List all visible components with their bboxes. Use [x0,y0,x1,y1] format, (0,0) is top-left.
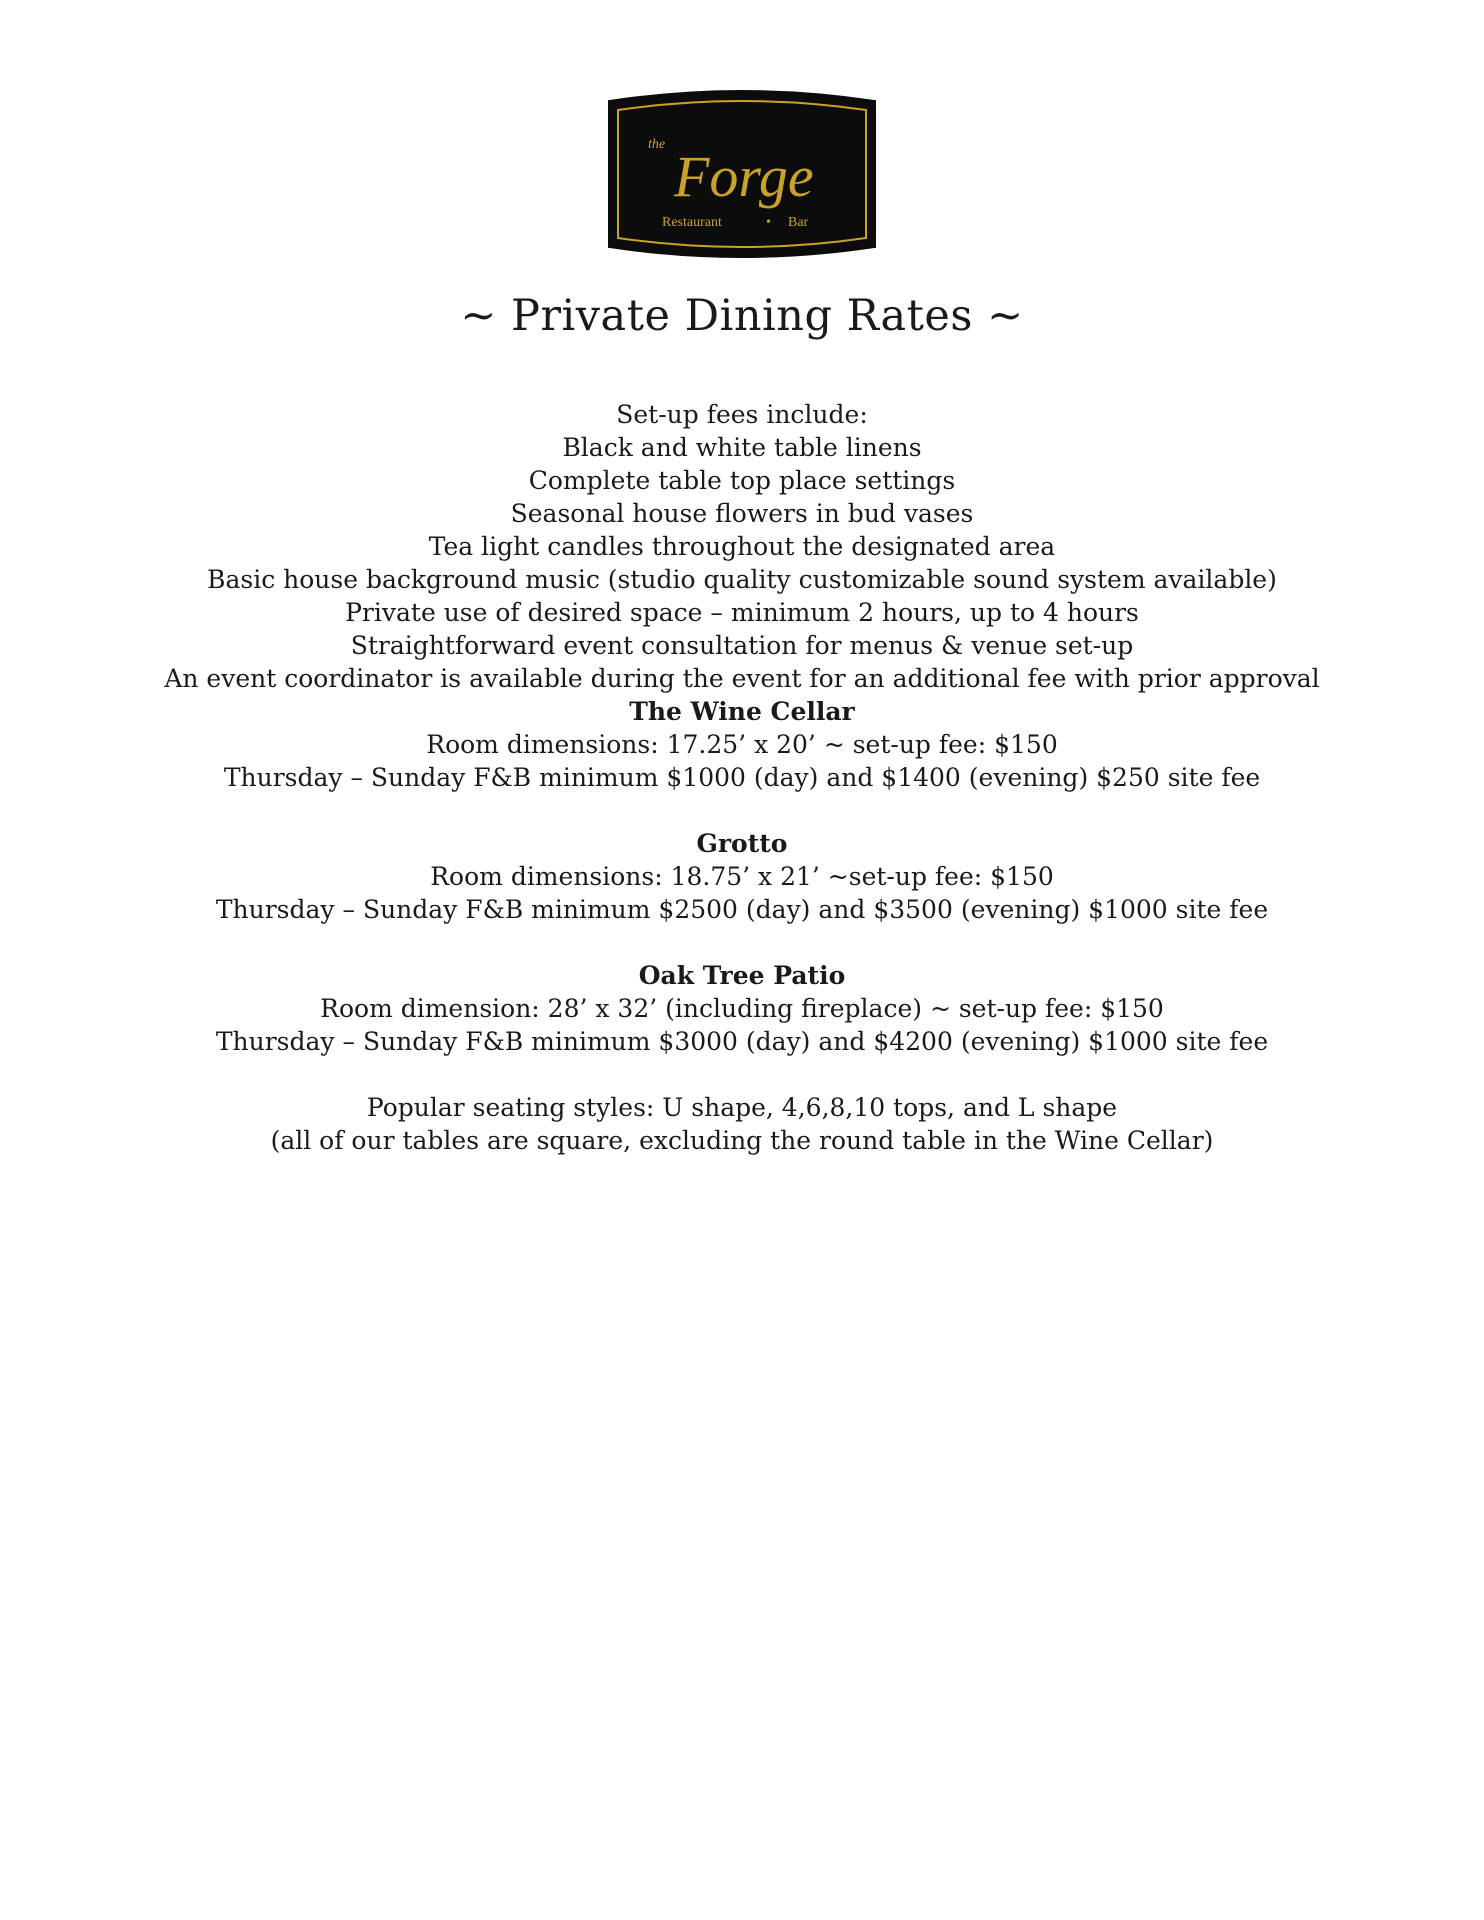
setup-item: Private use of desired space – minimum 2 hours, up to 4 hours [345,598,1139,627]
spacer [0,1058,1484,1091]
logo-tagline-right: Bar [788,215,809,230]
rates-body [0,398,1484,1157]
spacer [0,926,1484,959]
page-title: ~ Private Dining Rates ~ [460,291,1024,341]
room-minimum: Thursday – Sunday F&B minimum $1000 (day) and $1400 (evening) $250 site fee [223,763,1261,792]
room-oak-tree-patio [0,959,1484,1058]
setup-item: Complete table top place settings [528,466,956,495]
room-wine-cellar [0,695,1484,794]
setup-intro: Set-up fees include: [616,400,868,429]
room-name: Oak Tree Patio [638,961,846,990]
setup-item: Seasonal house flowers in bud vases [510,499,974,528]
forge-logo [604,88,880,264]
room-dimensions: Room dimensions: 18.75’ x 21’ ~set-up fee: $150 [430,862,1054,891]
setup-fees-section [0,398,1484,695]
setup-item: Straightforward event consultation for menus & venue set-up [350,631,1134,660]
spacer [0,794,1484,827]
room-name: Grotto [696,829,788,858]
logo-tagline-left: Restaurant [662,215,722,230]
room-name: The Wine Cellar [629,697,855,726]
seating-note: (all of our tables are square, excluding the round table in the Wine Cellar) [270,1126,1214,1155]
logo-small-word: the [648,137,666,152]
logo-tagline-sep: • [766,215,771,230]
seating-section [0,1091,1484,1157]
setup-item: An event coordinator is available during the event for an additional fee with prior approval [164,664,1320,693]
room-dimensions: Room dimension: 28’ x 32’ (including fireplace) ~ set-up fee: $150 [320,994,1164,1023]
room-grotto [0,827,1484,926]
room-dimensions: Room dimensions: 17.25’ x 20’ ~ set-up fee: $150 [426,730,1058,759]
logo-name: Forge [674,144,814,209]
setup-item: Basic house background music (studio quality customizable sound system available) [207,565,1277,594]
room-minimum: Thursday – Sunday F&B minimum $2500 (day) and $3500 (evening) $1000 site fee [215,895,1269,924]
room-minimum: Thursday – Sunday F&B minimum $3000 (day) and $4200 (evening) $1000 site fee [215,1027,1269,1056]
setup-item: Tea light candles throughout the designated area [428,532,1056,561]
seating-styles: Popular seating styles: U shape, 4,6,8,10 tops, and L shape [366,1093,1118,1122]
setup-item: Black and white table linens [562,433,922,462]
